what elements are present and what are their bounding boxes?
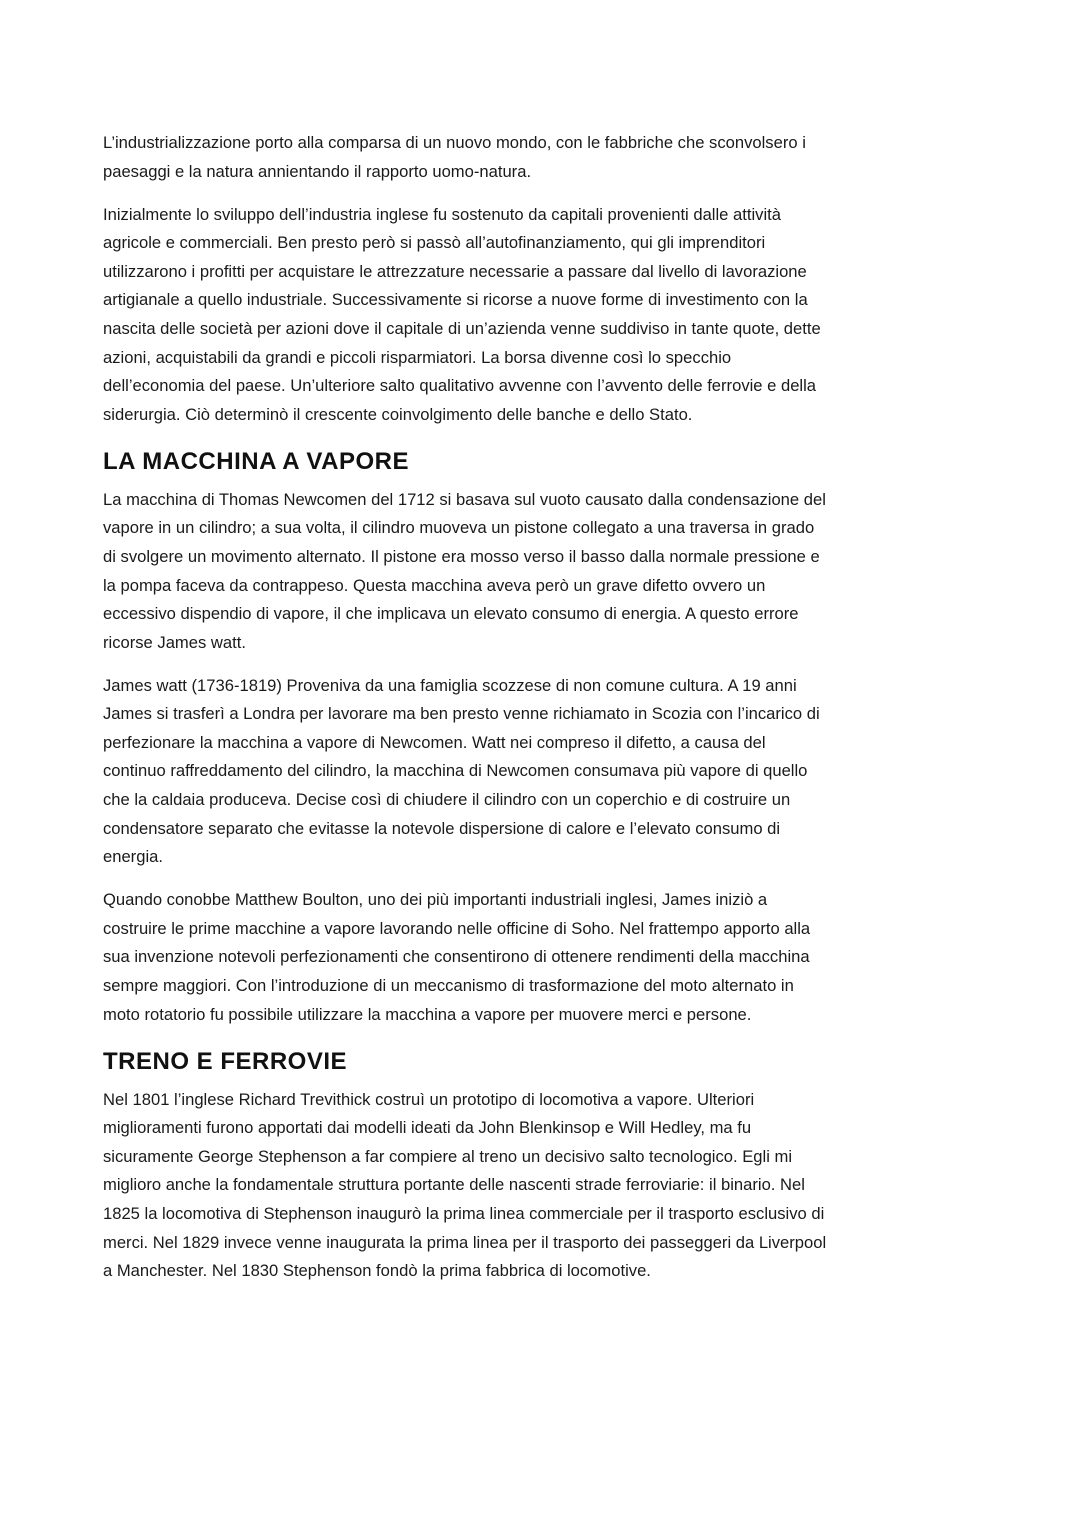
text-line: sua invenzione notevoli perfezionamenti che consentirono di ottenere rendimenti della macchina <box>103 947 810 967</box>
text-line: ricorse James watt. <box>103 632 246 652</box>
text-line: sempre maggiori. Con l’introduzione di un meccanismo di trasformazione del moto alternato in <box>103 976 794 995</box>
paragraph <box>103 129 983 186</box>
text-line: artigianale a quello industriale. Successivamente si ricorse a nuove forme di investimento con la <box>103 290 808 310</box>
section-heading-treno-e-ferrovie: TRENO E FERROVIE <box>103 1047 348 1075</box>
text-line: utilizzarono i profitti per acquistare le attrezzature necessarie a passare dal livello di lavorazione <box>103 261 807 281</box>
text-line: Quando conobbe Matthew Boulton, uno dei più importanti industriali inglesi, James iniziò a <box>103 890 768 910</box>
text-line: continuo raffreddamento del cilindro, la macchina di Newcomen consumava più vapore di quello <box>103 761 808 781</box>
text-line: Nel 1801 l’inglese Richard Trevithick costruì un prototipo di locomotiva a vapore. Ulteriori <box>103 1089 755 1109</box>
text-line: James watt (1736-1819) Proveniva da una famiglia scozzese di non comune cultura. A 19 anni <box>103 675 797 695</box>
text-line: Inizialmente lo sviluppo dell’industria inglese fu sostenuto da capitali provenienti dalle attività <box>103 204 781 224</box>
text-line: eccessivo dispendio di vapore, il che implicava un elevato consumo di energia. A questo errore <box>103 604 799 624</box>
paragraph <box>103 1086 983 1286</box>
text-line: condensatore separato che evitasse la notevole dispersione di calore e l’elevato consumo di <box>103 818 781 838</box>
text-line: sicuramente George Stephenson a far compiere al treno un decisivo salto tecnologico. Egli mi <box>103 1146 793 1166</box>
paragraph <box>103 672 983 872</box>
text-line: vapore in un cilindro; a sua volta, il cilindro muoveva un pistone collegato a una traversa in grado <box>103 518 815 538</box>
text-line: di svolgere un movimento alternato. Il pistone era mosso verso il basso dalla normale pressione e <box>103 546 820 566</box>
text-line: miglioro anche la fondamentale struttura portante delle nascenti strade ferroviarie: il binario. Nel <box>103 1175 805 1195</box>
text-line: James si trasferì a Londra per lavorare ma ben presto venne richiamato in Scozia con l’incarico di <box>103 704 820 724</box>
text-line: perfezionare la macchina a vapore di Newcomen. Watt nei compreso il difetto, a causa del <box>103 732 766 752</box>
paragraph <box>103 201 983 430</box>
intro-section <box>103 129 983 429</box>
text-line: che la caldaia produceva. Decise così di chiudere il cilindro con un coperchio e di costruire un <box>103 790 791 810</box>
text-line: paesaggi e la natura annientando il rapporto uomo-natura. <box>103 161 532 181</box>
text-line: energia. <box>103 847 163 867</box>
paragraph <box>103 886 983 1029</box>
text-line: L’industrializzazione porto alla comparsa di un nuovo mondo, con le fabbriche che sconvolsero i <box>103 133 806 152</box>
section-heading-macchina-a-vapore: LA MACCHINA A VAPORE <box>103 447 409 475</box>
text-line: azioni, acquistabili da grandi e piccoli risparmiatori. La borsa divenne così lo specchio <box>103 347 732 367</box>
document-page <box>103 129 983 1300</box>
text-line: siderurgia. Ciò determinò il crescente coinvolgimento delle banche e dello Stato. <box>103 404 693 424</box>
section-treno-e-ferrovie <box>103 1086 983 1286</box>
text-line: merci. Nel 1829 invece venne inaugurata la prima linea per il trasporto dei passeggeri da Liverpool <box>103 1232 827 1252</box>
text-line: dell’economia del paese. Un’ulteriore salto qualitativo avvenne con l’avvento delle ferrovie e della <box>103 376 817 396</box>
text-line: la pompa faceva da contrappeso. Questa macchina aveva però un grave difetto ovvero un <box>103 575 766 595</box>
text-line: La macchina di Thomas Newcomen del 1712 si basava sul vuoto causato dalla condensazione del <box>103 489 826 509</box>
text-line: 1825 la locomotiva di Stephenson inaugurò la prima linea commerciale per il trasporto esclusivo di <box>103 1203 825 1223</box>
text-line: miglioramenti furono apportati dai modelli ideati da John Blenkinsop e Will Hedley, ma fu <box>103 1118 752 1138</box>
text-line: costruire le prime macchine a vapore lavorando nelle officine di Soho. Nel frattempo apporto alla <box>103 918 811 938</box>
section-macchina-a-vapore <box>103 486 983 1029</box>
text-line: nascita delle società per azioni dove il capitale di un’azienda venne suddiviso in tante quote, dette <box>103 318 821 338</box>
paragraph <box>103 486 983 658</box>
text-line: moto rotatorio fu possibile utilizzare la macchina a vapore per muovere merci e persone. <box>103 1004 752 1024</box>
text-line: a Manchester. Nel 1830 Stephenson fondò la prima fabbrica di locomotive. <box>103 1261 651 1281</box>
text-line: agricole e commerciali. Ben presto però si passò all’autofinanziamento, qui gli imprenditori <box>103 233 766 253</box>
